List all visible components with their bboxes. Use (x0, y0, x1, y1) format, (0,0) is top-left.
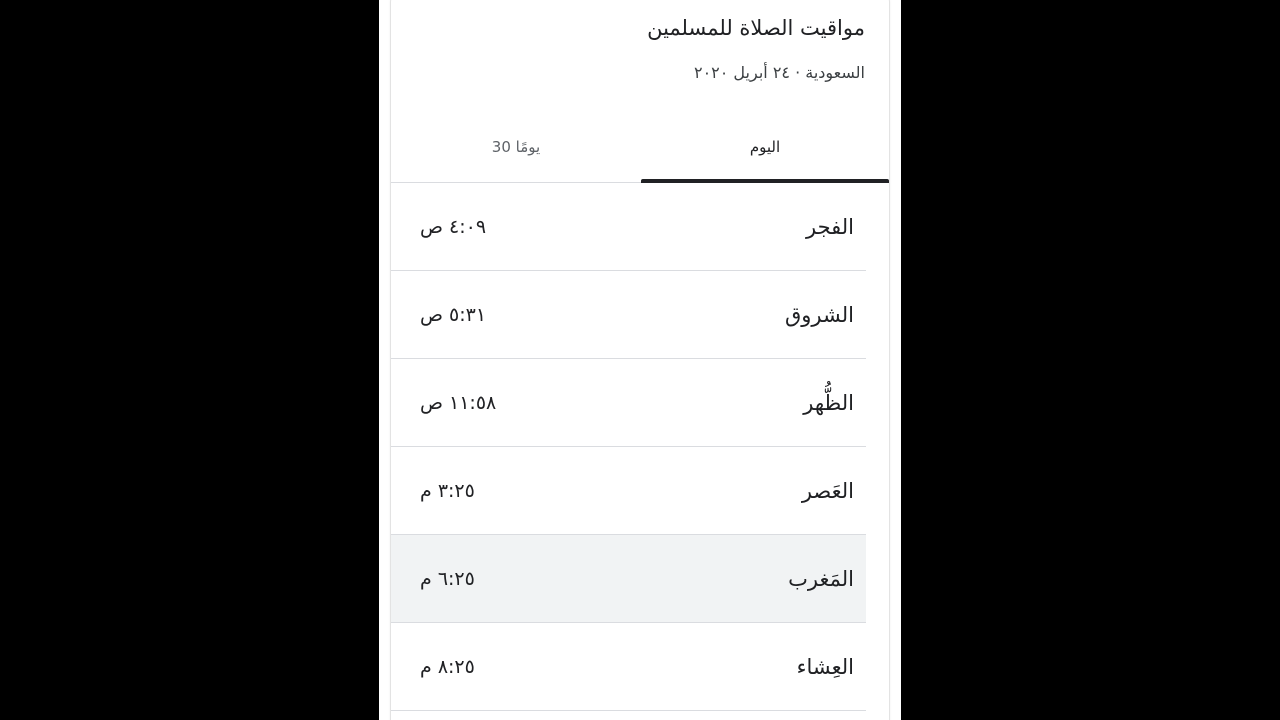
prayer-row-sunrise (391, 271, 866, 359)
prayer-name: المَغرب (788, 566, 854, 591)
prayer-time: ٣:٢٥ م (420, 479, 475, 502)
prayer-name: الشروق (785, 302, 854, 327)
prayer-row-asr (391, 447, 866, 535)
prayer-row-fajr (391, 183, 866, 271)
prayer-name: الفجر (806, 214, 854, 239)
prayer-name: الظُّهر (803, 390, 854, 415)
prayer-time: ١١:٥٨ ص (420, 391, 497, 414)
prayer-name: العِشاء (796, 654, 854, 679)
tab-30-days[interactable]: 30 يومًا (491, 138, 541, 156)
tab-bar (391, 112, 889, 183)
phone-screen (379, 0, 901, 720)
prayer-time: ٥:٣١ ص (420, 303, 487, 326)
prayer-time: ٦:٢٥ م (420, 567, 475, 590)
prayer-time: ٤:٠٩ ص (420, 215, 487, 238)
prayer-row-isha (391, 623, 866, 711)
prayer-row-maghrib (391, 535, 866, 623)
prayer-time: ٨:٢٥ م (420, 655, 475, 678)
location-date: السعودية · ٢٤ أبريل ٢٠٢٠ (693, 63, 865, 82)
prayer-times-list (391, 183, 866, 711)
card-title: مواقيت الصلاة للمسلمين (647, 16, 865, 40)
prayer-name: العَصر (801, 478, 854, 503)
prayer-row-dhuhr (391, 359, 866, 447)
tab-today[interactable]: اليوم (749, 138, 781, 156)
prayer-times-card (391, 0, 889, 720)
